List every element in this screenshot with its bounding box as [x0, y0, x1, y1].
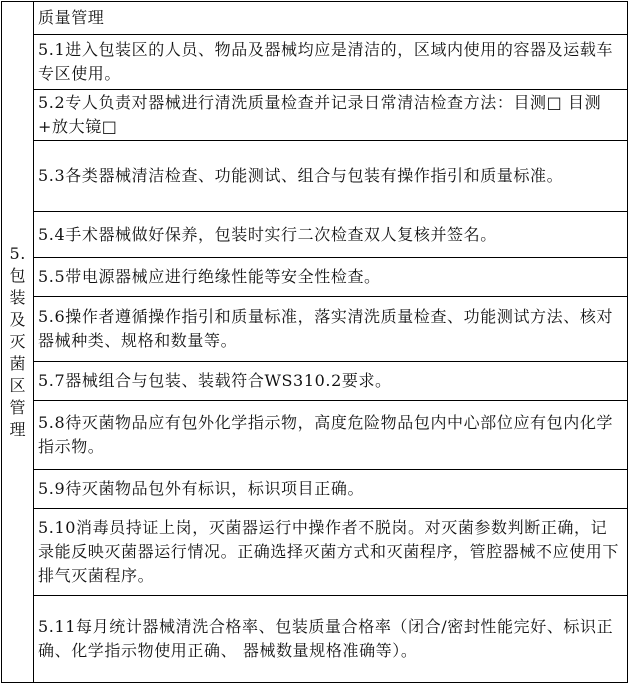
table-row: [2, 90, 628, 141]
section-label: 5.包装及灭菌区管理: [9, 244, 27, 439]
table-row: [2, 35, 628, 90]
section-cell: [2, 2, 34, 683]
table-row: [2, 212, 628, 258]
table-row: [2, 362, 628, 401]
item-5-9: 5.9待灭菌物品包外有标识，标识项目正确。: [34, 470, 628, 509]
table-row: [2, 470, 628, 509]
table-row: [2, 596, 628, 683]
item-5-7: 5.7器械组合与包装、装载符合WS310.2要求。: [34, 362, 628, 401]
item-5-11: 5.11每月统计器械清洗合格率、包装质量合格率（闭合/密封性能完好、标识正确、化学指示物使用正确、 器械数量规格准确等）。: [34, 596, 628, 683]
table-row: [2, 509, 628, 596]
item-5-2: 5.2专人负责对器械进行清洗质量检查并记录日常清洁检查方法：目测□ 目测+放大镜□: [34, 90, 628, 141]
table-row: [2, 258, 628, 297]
table-row: [2, 141, 628, 212]
item-5-6: 5.6操作者遵循操作指引和质量标准，落实清洗质量检查、功能测试方法、核对器械种类、规格和数量等。: [34, 297, 628, 362]
quality-management-table: [1, 1, 628, 683]
item-5-5: 5.5带电源器械应进行绝缘性能等安全性检查。: [34, 258, 628, 297]
quality-management-sheet: [0, 1, 628, 694]
item-5-1: 5.1进入包装区的人员、物品及器械均应是清洁的，区域内使用的容器及运载车专区使用。: [34, 35, 628, 90]
table-row: [2, 297, 628, 362]
column-header-quality-management: 质量管理: [34, 2, 628, 35]
table-row: [2, 401, 628, 470]
item-5-10: 5.10消毒员持证上岗，灭菌器运行中操作者不脱岗。对灭菌参数判断正确，记录能反映灭菌器运行情况。正确选择灭菌方式和灭菌程序，管腔器械不应使用下排气灭菌程序。: [34, 509, 628, 596]
table-row-header: [2, 2, 628, 35]
item-5-3: 5.3各类器械清洁检查、功能测试、组合与包装有操作指引和质量标准。: [34, 141, 628, 212]
item-5-4: 5.4手术器械做好保养，包装时实行二次检查双人复核并签名。: [34, 212, 628, 258]
item-5-8: 5.8待灭菌物品应有包外化学指示物，高度危险物品包内中心部位应有包内化学指示物。: [34, 401, 628, 470]
